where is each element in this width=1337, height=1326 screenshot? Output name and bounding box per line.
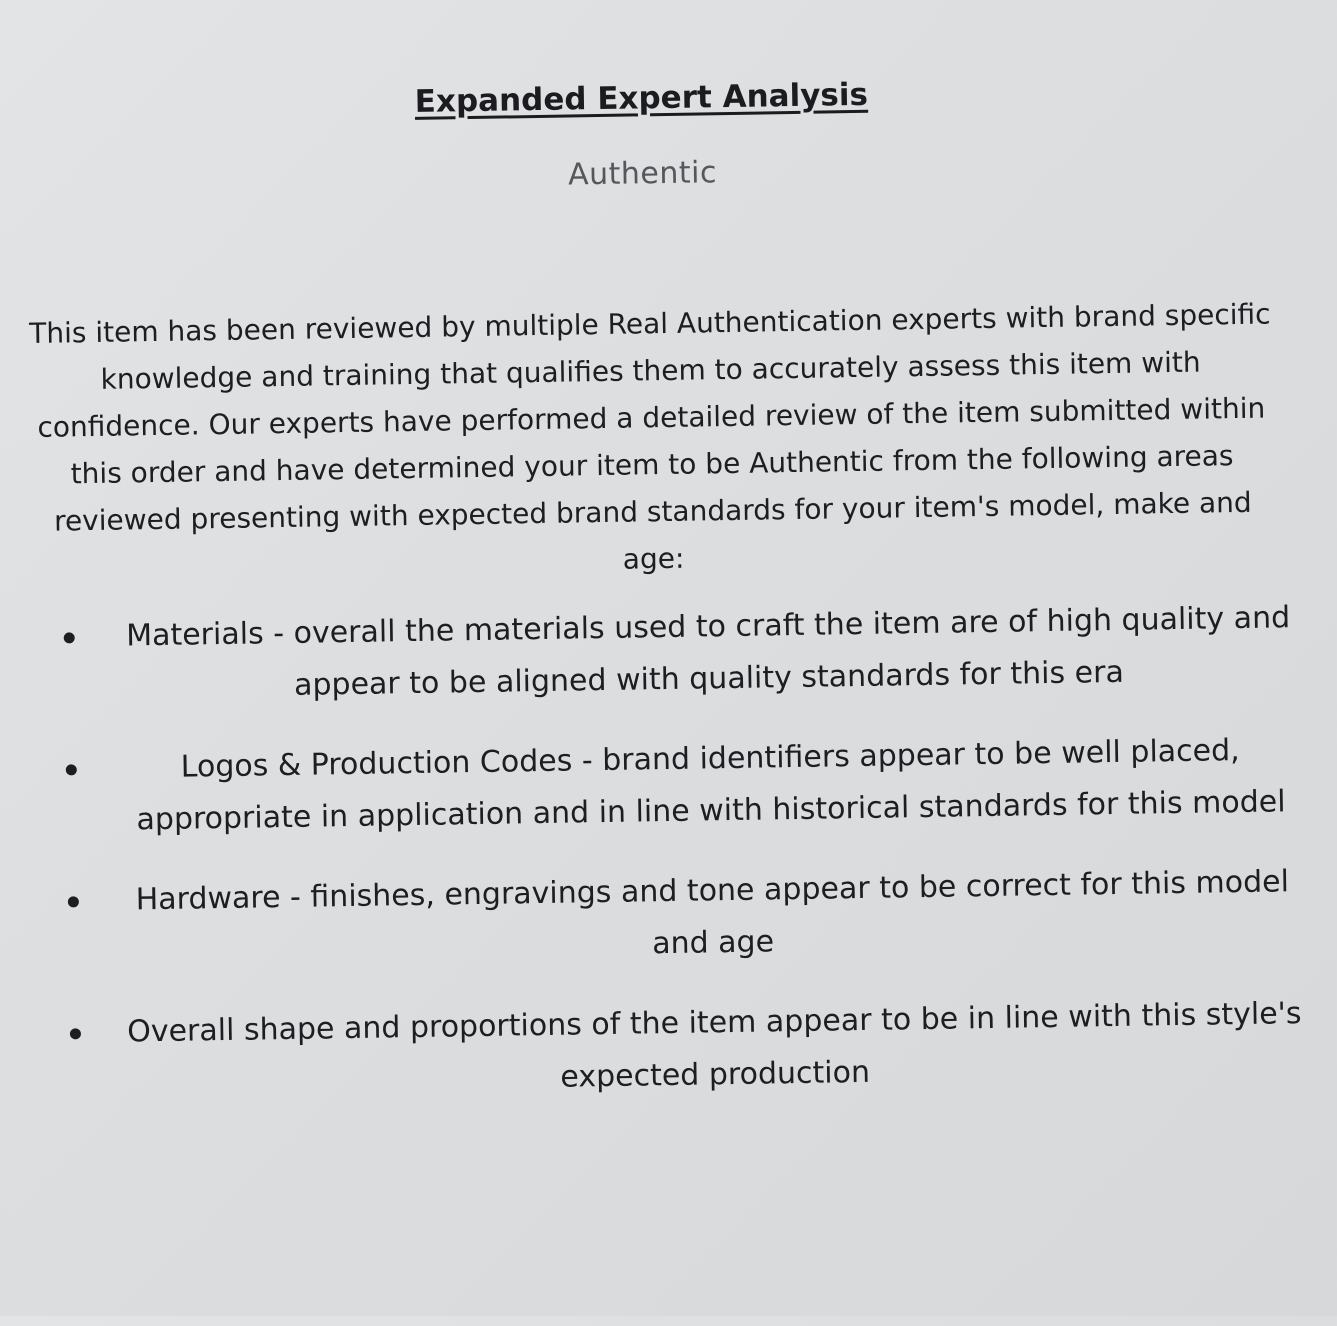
bullet-dot-icon — [66, 764, 77, 775]
intro-paragraph: This item has been reviewed by multiple Real Authentication experts with brand specific knowledge and training that qualifies them to accurately assess this item with confidence. Our experts have performed a detailed review of the item submitted within this order and have determined your item to be Authentic from the following areas reviewed presenting with expected brand standards for your item's model, make and age: — [28, 297, 1271, 576]
bullet-text-logos: Logos & Production Codes - brand identifiers appear to be well placed, appropriate in application and in line with historical standards for this model — [136, 733, 1286, 838]
bullet-text-shape: Overall shape and proportions of the item appear to be in line with this style's expected production — [126, 996, 1302, 1095]
list-item — [3, 855, 1337, 980]
bullet-text-hardware: Hardware - finishes, engravings and tone appear to be correct for this model and age — [135, 864, 1290, 962]
bullet-dot-icon — [68, 896, 79, 907]
list-item — [1, 723, 1337, 848]
bullet-dot-icon — [70, 1028, 81, 1039]
review-areas-list — [0, 591, 1337, 1140]
verdict-label: Authentic — [567, 155, 718, 193]
bullet-text-materials: Materials - overall the materials used to craft the item are of high quality and appear to be aligned with quality standards for this era — [125, 600, 1291, 703]
list-item — [6, 987, 1337, 1112]
bullet-dot-icon — [64, 632, 75, 643]
list-item — [0, 591, 1337, 716]
document-title: Expanded Expert Analysis — [414, 76, 869, 120]
